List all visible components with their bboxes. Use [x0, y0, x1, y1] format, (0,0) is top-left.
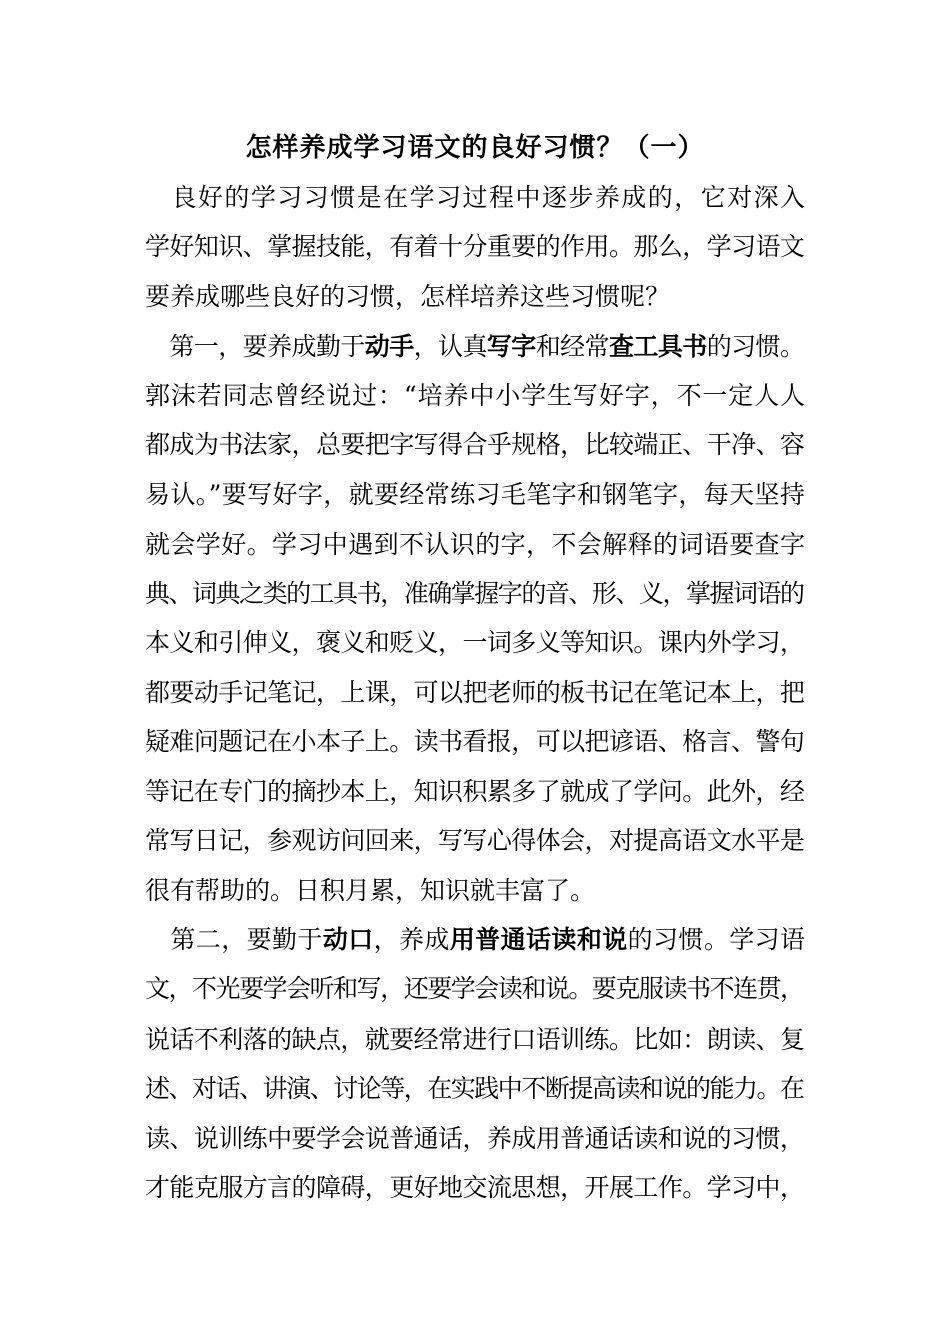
- text-segment: 要养成哪些良好的习惯，怎样培养这些习惯呢？: [145, 282, 671, 311]
- text-segment: 就会学好。学习中遇到不认识的字，不会解释的词语要查字: [145, 530, 806, 559]
- text-segment: 等记在专门的摘抄本上，知识积累多了就成了学问。此外，经: [145, 777, 805, 806]
- text-line: [145, 178, 807, 218]
- text-line: [145, 871, 595, 911]
- text-segment: 学好知识、掌握技能，有着十分重要的作用。那么，学习语文: [145, 232, 805, 261]
- text-segment: ，认真: [413, 332, 487, 361]
- text-line: [145, 1020, 804, 1060]
- text-segment: 说话不利落的缺点，就要经常进行口语训练。比如：朗读、复: [145, 1025, 805, 1054]
- text-line: [145, 574, 804, 614]
- text-segment: 典、词典之类的工具书，准确掌握字的音、形、义，掌握词语的: [145, 579, 804, 608]
- bold-text: 动口: [322, 925, 374, 954]
- text-segment: 读、说训练中要学会说普通话，养成用普通话读和说的习惯，: [145, 1124, 805, 1153]
- text-line: [145, 327, 804, 367]
- text-segment: ，养成: [373, 925, 450, 954]
- text-segment: 郭沫若同志曾经说过：“培养中小学生写好字，不一定人人: [145, 381, 806, 410]
- text-segment: 的习惯。学习语: [627, 925, 806, 954]
- bold-text: 写字: [486, 332, 536, 361]
- text-line: [145, 821, 804, 861]
- text-segment: 第二，要勤于: [145, 925, 323, 954]
- text-line: [145, 475, 805, 515]
- text-line: [145, 425, 804, 465]
- text-line: [145, 227, 804, 267]
- text-line: [145, 772, 804, 812]
- text-segment: 易认。”要写好字，就要经常练习毛笔字和钢笔字，每天坚持: [145, 480, 806, 509]
- text-segment: 第一，要养成勤于: [145, 332, 365, 361]
- document-title: 怎样养成学习语文的良好习惯？（一）: [245, 133, 705, 163]
- bold-text: 查工具书: [609, 332, 707, 361]
- text-line: [145, 277, 670, 317]
- text-line: [145, 1168, 804, 1208]
- text-segment: 都成为书法家，总要把字写得合乎规格，比较端正、干净、容: [145, 430, 805, 459]
- text-line: [145, 969, 804, 1009]
- text-segment: 疑难问题记在小本子上。读书看报，可以把谚语、格言、警句: [145, 727, 805, 756]
- text-line: [145, 722, 804, 762]
- text-line: [145, 376, 806, 416]
- text-segment: 的习惯。: [706, 332, 805, 361]
- text-line: [145, 1119, 804, 1159]
- text-line: [145, 623, 804, 663]
- bold-text: 用普通话读和说: [449, 925, 628, 954]
- text-line: [145, 525, 805, 565]
- text-segment: 和经常: [535, 332, 609, 361]
- text-segment: 文，不光要学会听和写，还要学会读和说。要克服读书不连贯，: [145, 974, 804, 1003]
- bold-text: 动手: [364, 332, 414, 361]
- text-line: [145, 1069, 804, 1109]
- text-line: [145, 920, 805, 960]
- text-segment: 良好的学习习惯是在学习过程中逐步养成的，它对深入: [145, 183, 807, 212]
- text-segment: 很有帮助的。日积月累，知识就丰富了。: [145, 876, 596, 905]
- text-line: [145, 673, 804, 713]
- text-segment: 本义和引伸义，褒义和贬义，一词多义等知识。课内外学习，: [145, 628, 805, 657]
- text-segment: 常写日记，参观访问回来，写写心得体会，对提高语文水平是: [145, 826, 805, 855]
- text-segment: 都要动手记笔记，上课，可以把老师的板书记在笔记本上，把: [145, 678, 805, 707]
- text-segment: 述、对话、讲演、讨论等，在实践中不断提高读和说的能力。在: [145, 1074, 804, 1103]
- text-segment: 才能克服方言的障碍，更好地交流思想，开展工作。学习中，: [145, 1173, 805, 1202]
